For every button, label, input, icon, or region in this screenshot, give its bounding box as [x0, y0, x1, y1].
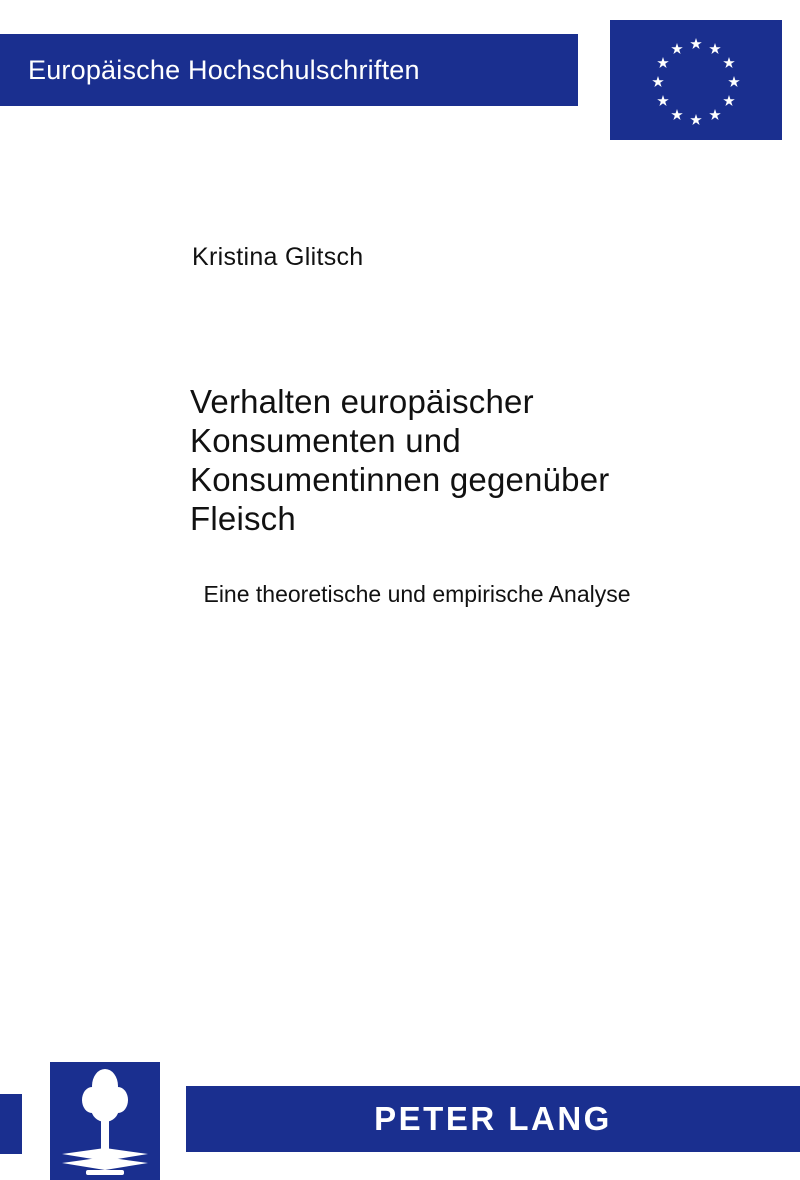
- publisher-bar: [186, 1086, 800, 1152]
- publisher-name: PETER LANG: [374, 1100, 612, 1137]
- author-name: Kristina Glitsch: [192, 243, 364, 271]
- bottom-left-accent-strip: [0, 1094, 22, 1154]
- european-union-flag-icon: [610, 20, 782, 140]
- book-title: Verhalten europäischer Konsumenten und Konsumentinnen gegenüber Fleisch: [190, 383, 610, 537]
- book-subtitle: Eine theoretische und empirische Analyse: [203, 581, 631, 607]
- series-title: Europäische Hochschulschriften: [28, 54, 420, 85]
- series-banner: [0, 34, 578, 106]
- publisher-logo-icon: [50, 1062, 160, 1180]
